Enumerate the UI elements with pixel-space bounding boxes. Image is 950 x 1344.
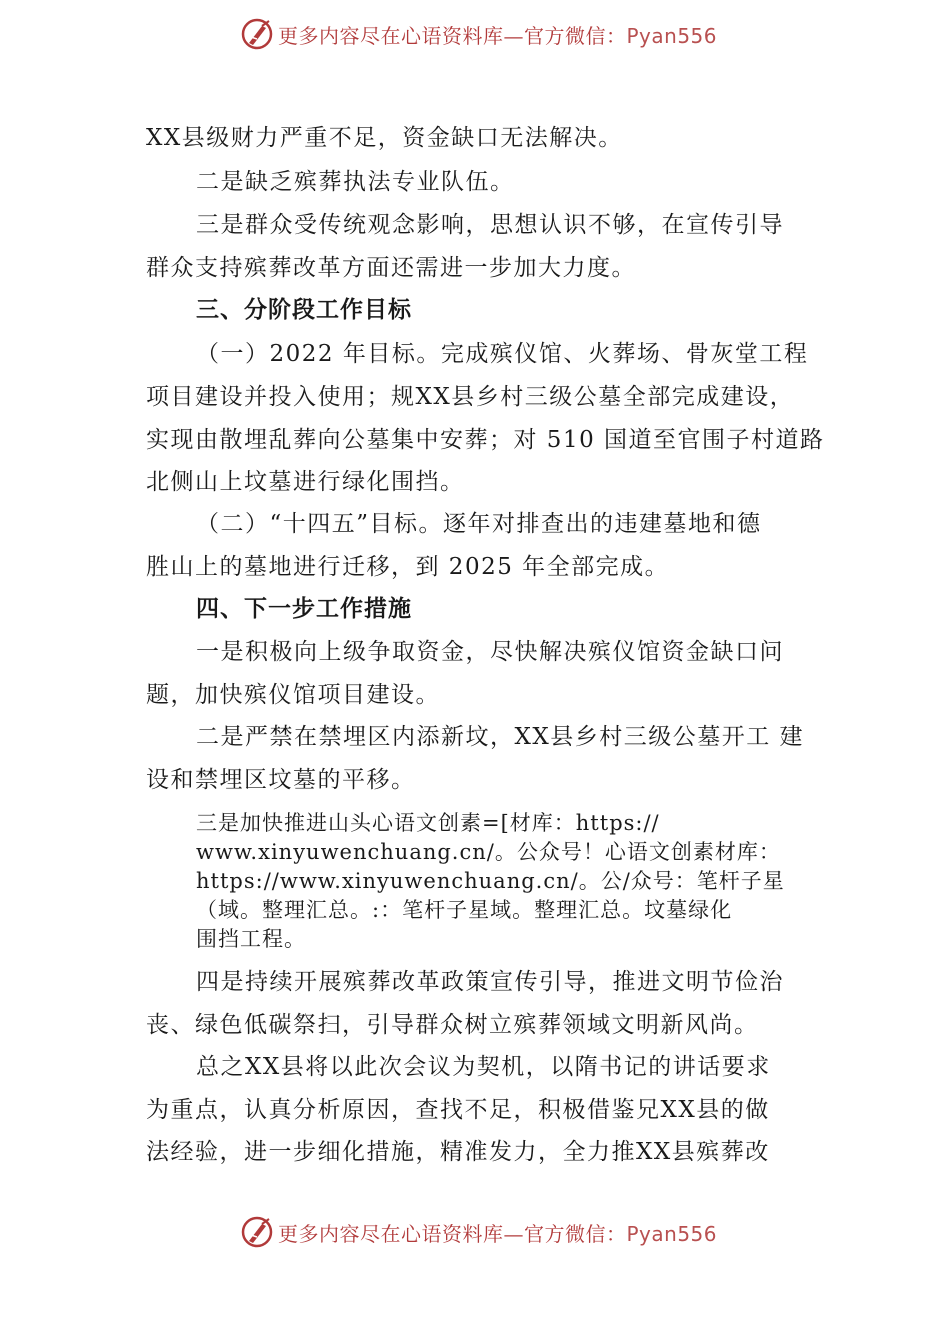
body-line: 项目建设并投入使用；规XX县乡村三级公墓全部完成建设， <box>146 384 795 410</box>
body-line: （一）2022 年目标。完成殡仪馆、火葬场、骨灰堂工程 <box>196 341 809 367</box>
body-line: 丧、绿色低碳祭扫，引导群众树立殡葬领域文明新风尚。 <box>146 1012 759 1038</box>
body-line: 四是持续开展殡葬改革政策宣传引导，推进文明节俭治 <box>196 969 784 995</box>
banner-text: 更多内容尽在心语资料库—官方微信：Pyan556 <box>278 1221 718 1246</box>
body-line: XX县级财力严重不足，资金缺口无法解决。 <box>146 125 623 151</box>
body-line: 为重点，认真分析原因，查找不足，积极借鉴兄XX县的做 <box>146 1097 770 1123</box>
quill-pen-seal-icon <box>240 1215 274 1249</box>
body-line: 三是群众受传统观念影响，思想认识不够，在宣传引导 <box>196 212 784 238</box>
header-banner <box>240 14 717 54</box>
body-line: 北侧山上坟墓进行绿化围挡。 <box>146 469 465 495</box>
body-line: 三是加快推进山头心语文创素=[材库：https:// <box>196 811 660 835</box>
body-line: 胜山上的墓地进行迁移，到 2025 年全部完成。 <box>146 554 670 580</box>
body-line: https://www.xinyuwenchuang.cn/。公/众号：笔杆子星 <box>196 869 785 893</box>
body-line: 题，加快殡仪馆项目建设。 <box>146 682 440 708</box>
body-line: 二是严禁在禁埋区内添新坟，XX县乡村三级公墓开工 建 <box>196 724 805 750</box>
body-line: 一是积极向上级争取资金，尽快解决殡仪馆资金缺口问 <box>196 639 784 665</box>
body-line: 围挡工程。 <box>196 927 306 951</box>
wechat-id: Pyan556 <box>626 1221 718 1246</box>
body-line: 实现由散埋乱葬向公墓集中安葬；对 510 国道至官围子村道路 <box>146 427 825 453</box>
quill-pen-seal-icon <box>240 17 274 51</box>
body-line: 设和禁埋区坟墓的平移。 <box>146 767 416 793</box>
body-line: 法经验，进一步细化措施，精准发力，全力推XX县殡葬改 <box>146 1139 770 1165</box>
body-line: 群众支持殡葬改革方面还需进一步加大力度。 <box>146 255 636 281</box>
body-line: www.xinyuwenchuang.cn/。公众号！心语文创素材库： <box>196 840 781 864</box>
section-heading: 三、分阶段工作目标 <box>196 297 412 323</box>
section-heading: 四、下一步工作措施 <box>196 596 412 622</box>
footer-banner <box>240 1212 717 1252</box>
body-line: 二是缺乏殡葬执法专业队伍。 <box>196 169 515 195</box>
body-line: 总之XX县将以此次会议为契机，以隋书记的讲话要求 <box>196 1054 771 1080</box>
banner-text: 更多内容尽在心语资料库—官方微信：Pyan556 <box>278 23 718 48</box>
body-line: （域。整理汇总。:：笔杆子星域。整理汇总。坟墓绿化 <box>196 898 733 922</box>
body-line: （二）“十四五”目标。逐年对排查出的违建墓地和德 <box>196 511 762 537</box>
wechat-id: Pyan556 <box>626 23 718 48</box>
